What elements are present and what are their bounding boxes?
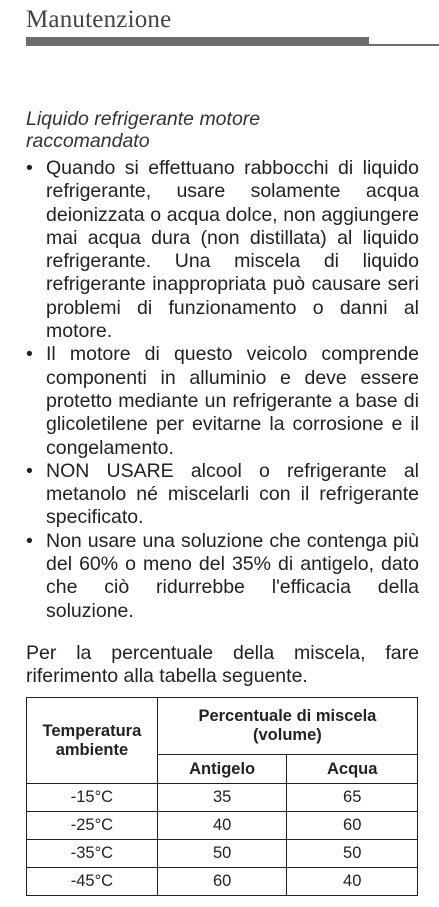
table-row [27, 840, 418, 868]
page-header-title: Manutenzione [26, 6, 172, 33]
cell-temperature: -25°C [27, 812, 158, 840]
section-title-line-1: Liquido refrigerante motore [26, 108, 261, 130]
cell-antifreeze: 60 [157, 868, 287, 896]
bullet-list [26, 157, 419, 623]
cell-temperature: -45°C [27, 868, 158, 896]
bullet-item [26, 530, 419, 623]
cell-water: 40 [287, 868, 418, 896]
section-title [26, 108, 426, 152]
cell-water: 50 [287, 840, 418, 868]
cell-antifreeze: 40 [157, 812, 287, 840]
section-title-line-2: raccomandato [26, 130, 150, 152]
cell-temperature: -35°C [27, 840, 158, 868]
table-row [27, 784, 418, 812]
cell-water: 60 [287, 812, 418, 840]
header-mixture-percentage: Percentuale di miscela (volume) [157, 698, 417, 755]
bullet-icon: • [26, 157, 33, 179]
cell-antifreeze: 50 [157, 840, 287, 868]
bullet-icon: • [26, 459, 33, 482]
cell-temperature: -15°C [27, 784, 158, 812]
bullet-icon: • [26, 529, 33, 552]
table-row [27, 868, 418, 896]
cell-antifreeze: 35 [157, 784, 287, 812]
bullet-item [26, 460, 419, 530]
header-antifreeze: Antigelo [157, 755, 287, 784]
header-rule-thick [26, 37, 369, 46]
bullet-item [26, 157, 419, 343]
bullet-text: Quando si effettuano rabbocchi di liquido refrigerante, usare solamente acqua deionizzata o acqua dolce, non aggiungere mai acqua dura (non distillata) al liquido refrigerante. Una miscela di liquido refrigerante inappropriata può causare seri problemi di funzionamento o danni al motore. [46, 157, 419, 343]
table-intro-text: Per la percentuale della miscela, fare riferimento alla tabella seguente. [26, 642, 419, 688]
cell-water: 65 [287, 784, 418, 812]
table-row [27, 812, 418, 840]
bullet-item [26, 343, 419, 459]
bullet-text: NON USARE alcool o refrigerante al metanolo né miscelarli con il refrigerante specificato. [46, 459, 419, 529]
header-rule-thin [369, 44, 439, 46]
bullet-text: Non usare una soluzione che contenga più del 60% o meno del 35% di antigelo, dato che ciò ridurrebbe l'efficacia della soluzione. [46, 529, 419, 622]
bullet-text: Il motore di questo veicolo comprende componenti in alluminio e deve essere protetto mediante un refrigerante a base di glicoletilene per evitarne la corrosione e il congelamento. [46, 343, 419, 459]
bullet-icon: • [26, 343, 33, 366]
coolant-mixture-table [26, 697, 418, 896]
header-ambient-temperature: Temperatura ambiente [27, 698, 158, 784]
header-water: Acqua [287, 755, 418, 784]
